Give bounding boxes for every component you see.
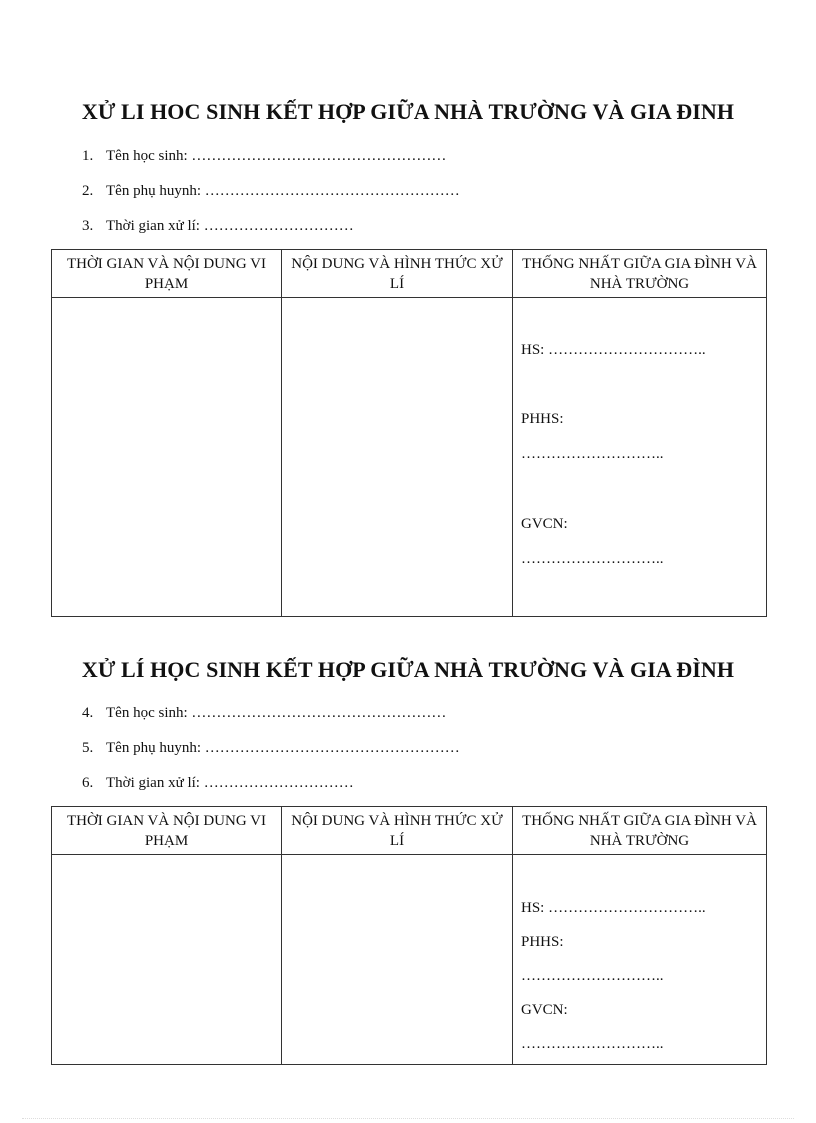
field-label: Tên phụ huynh: bbox=[106, 183, 201, 199]
handling-cell[interactable] bbox=[282, 298, 513, 617]
gvcn-label: GVCN: bbox=[521, 516, 568, 532]
field-dots[interactable]: …………………………………………… bbox=[191, 148, 447, 164]
field-label: Tên học sinh: bbox=[106, 705, 188, 721]
agreement-cell[interactable] bbox=[513, 298, 767, 617]
gvcn-signature-line: ……………………….. bbox=[521, 1036, 664, 1052]
field-label: Thời gian xử lí: bbox=[106, 775, 200, 791]
field-dots[interactable]: ………………………… bbox=[203, 775, 354, 791]
phhs-signature-line: ……………………….. bbox=[521, 446, 664, 462]
header-agreement: THỐNG NHẤT GIỮA GIA ĐÌNH VÀ NHÀ TRƯỜNG bbox=[513, 807, 767, 855]
violation-cell[interactable] bbox=[52, 855, 282, 1065]
field-dots[interactable]: …………………………………………… bbox=[204, 740, 460, 756]
header-agreement: THỐNG NHẤT GIỮA GIA ĐÌNH VÀ NHÀ TRƯỜNG bbox=[513, 250, 767, 298]
field-number: 5. bbox=[82, 740, 94, 756]
form-title: XỬ LI HOC SINH KẾT HỢP GIỮA NHÀ TRƯỜNG VÀ GIA ĐINH bbox=[81, 99, 735, 124]
field-number: 3. bbox=[82, 218, 94, 234]
header-handling: NỘI DUNG VÀ HÌNH THỨC XỬ LÍ bbox=[282, 807, 513, 855]
phhs-signature-line: ……………………….. bbox=[521, 968, 664, 984]
form-title: XỬ LÍ HỌC SINH KẾT HỢP GIỮA NHÀ TRƯỜNG VÀ GIA ĐÌNH bbox=[81, 657, 735, 682]
field-number: 4. bbox=[82, 705, 94, 721]
field-dots[interactable]: …………………………………………… bbox=[204, 183, 460, 199]
hs-signature-line: HS: ………………………….. bbox=[521, 342, 706, 358]
agreement-cell[interactable] bbox=[513, 855, 767, 1065]
processing-time-field bbox=[82, 218, 354, 235]
violation-table bbox=[51, 806, 767, 1065]
gvcn-signature-line: ……………………….. bbox=[521, 551, 664, 567]
field-label: Thời gian xử lí: bbox=[106, 218, 200, 234]
header-violation: THỜI GIAN VÀ NỘI DUNG VI PHẠM bbox=[52, 250, 282, 298]
field-number: 6. bbox=[82, 775, 94, 791]
field-number: 1. bbox=[82, 148, 94, 164]
hs-signature-line: HS: ………………………….. bbox=[521, 900, 706, 916]
phhs-label: PHHS: bbox=[521, 411, 564, 427]
field-dots[interactable]: ………………………… bbox=[203, 218, 354, 234]
field-number: 2. bbox=[82, 183, 94, 199]
header-handling: NỘI DUNG VÀ HÌNH THỨC XỬ LÍ bbox=[282, 250, 513, 298]
parent-name-field bbox=[82, 740, 460, 757]
violation-cell[interactable] bbox=[52, 298, 282, 617]
gvcn-label: GVCN: bbox=[521, 1002, 568, 1018]
page-bottom-divider bbox=[22, 1118, 794, 1119]
field-label: Tên học sinh: bbox=[106, 148, 188, 164]
student-name-field bbox=[82, 148, 446, 165]
parent-name-field bbox=[82, 183, 460, 200]
phhs-label: PHHS: bbox=[521, 934, 564, 950]
header-violation: THỜI GIAN VÀ NỘI DUNG VI PHẠM bbox=[52, 807, 282, 855]
violation-table bbox=[51, 249, 767, 617]
processing-time-field bbox=[82, 775, 354, 792]
student-name-field bbox=[82, 705, 446, 722]
field-dots[interactable]: …………………………………………… bbox=[191, 705, 447, 721]
handling-cell[interactable] bbox=[282, 855, 513, 1065]
field-label: Tên phụ huynh: bbox=[106, 740, 201, 756]
